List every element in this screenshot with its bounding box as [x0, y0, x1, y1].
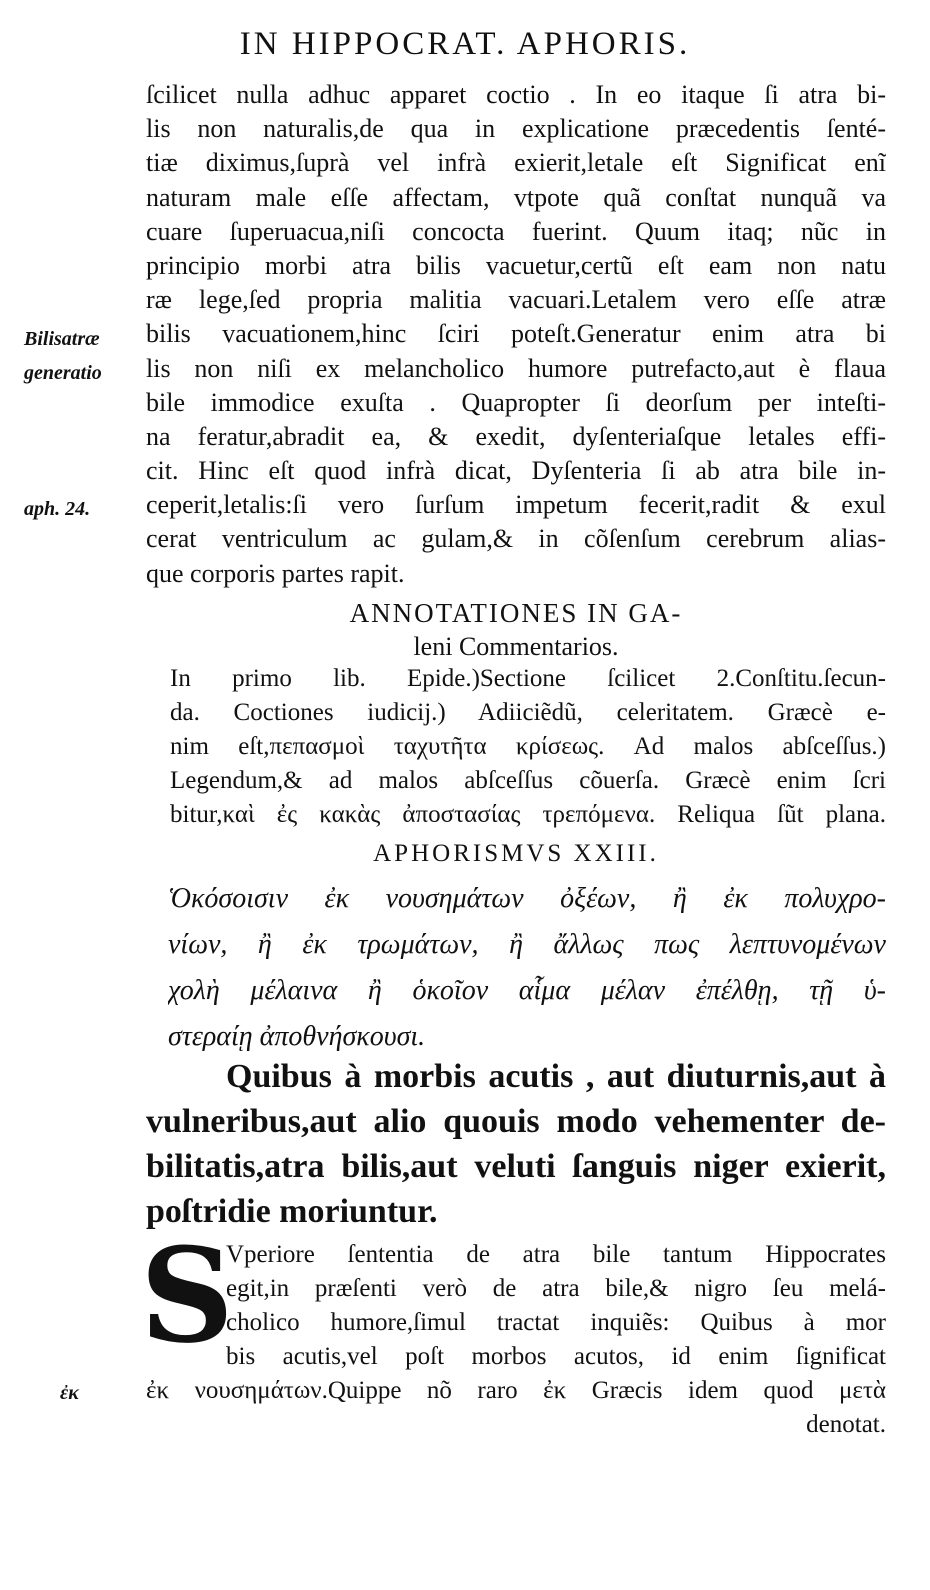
text-line: nim eſt,πεπασμοὶ ταχυτῆτα κρίσεως. Ad malos abſceſſus.) — [170, 733, 886, 760]
commentary-text — [146, 1238, 886, 1442]
greek-line: Ὁκόσοισιν ἐκ νουσημάτων ὀξέων, ἢ ἐκ πολυχρο- — [168, 883, 886, 914]
text-line: cholico humore,ſimul tractat inquiẽs: Quibus à mor — [226, 1309, 886, 1336]
text-line: lis non niſi ex melancholico humore putrefacto,aut è flaua — [146, 353, 886, 383]
text-line: naturam male eſſe affectam, vtpote quã conſtat nunquã va — [146, 182, 886, 212]
margin-note-ek: ἐκ — [60, 1382, 79, 1404]
latin-line: poſtridie moriuntur. — [146, 1193, 438, 1230]
margin-note-aph: aph. 24. — [24, 498, 91, 520]
text-line: principio morbi atra bilis vacuetur,certũ eſt eam non natu — [146, 250, 886, 280]
text-line: cit. Hinc eſt quod infrà dicat, Dyſenteria ſi ab atra bile in- — [146, 456, 886, 486]
text-line: que corporis partes rapit. — [146, 558, 405, 588]
text-line: bis acutis,vel poſt morbos acutos, id enim ſignificat — [226, 1343, 886, 1370]
margin-note-line: generatio — [24, 362, 102, 384]
greek-line: χολὴ μέλαινα ἢ ὁκοῖον αἷμα μέλαν ἐπέλθῃ, τῇ ὑ- — [168, 975, 886, 1006]
margin-note-line: Bilisatræ — [24, 328, 100, 350]
text-line: ſcilicet nulla adhuc apparet coctio . In eo itaque ſi atra bi- — [146, 80, 886, 109]
text-line: bile immodice exuſta . Quapropter ſi deorſum per inteſti- — [146, 387, 886, 417]
text-line: ceperit,letalis:ſi vero ſurſum impetum fecerit,radit & exul — [146, 490, 886, 520]
text-line: da. Coctiones iudicij.) Adiiciẽdũ, celeritatem. Græcè e- — [170, 699, 886, 726]
text-line: egit,in præſenti verò de atra bile,& nigro ſeu melá- — [226, 1275, 886, 1302]
aphorism-greek — [168, 876, 886, 1060]
text-line: ræ lege,ſed propria malitia vacuari.Letalem vero eſſe atræ — [146, 285, 886, 315]
text-line: lis non naturalis,de qua in explicatione præcedentis ſenté- — [146, 114, 886, 144]
text-line: Vperiore ſententia de atra bile tantum Hippocrates — [226, 1241, 886, 1268]
running-header: IN HIPPOCRAT. APHORIS. — [239, 26, 691, 62]
text-line: ἐκ νουσημάτων.Quippe nõ raro ἐκ Græcis idem quod μετὰ — [146, 1377, 886, 1404]
annotations-heading — [146, 596, 886, 664]
latin-line: vulneribus,aut alio quouis modo vehementer de- — [146, 1103, 886, 1140]
drop-cap: S — [140, 1219, 234, 1372]
text-line: bilis vacuationem,hinc ſciri poteſt.Generatur enim atra bi — [146, 319, 886, 349]
text-line: Legendum,& ad malos abſceſſus cõuerſa. Græcè enim ſcri — [170, 767, 886, 794]
text-line: bitur,καὶ ἐς κακὰς ἀποστασίας τρεπόμενα. Reliqua ſũt plana. — [170, 801, 886, 828]
text-line: tiæ diximus,ſuprà vel infrà exierit,letale eſt Significat enĩ — [146, 148, 886, 178]
latin-line: Quibus à morbis acutis , aut diuturnis,aut à — [226, 1058, 886, 1095]
annotations-body — [170, 662, 886, 832]
latin-line: bilitatis,atra bilis,aut veluti ſanguis niger exierit, — [146, 1148, 886, 1185]
text-line: na feratur,abradit ea, & exedit, dyſenteriaſque letales effi- — [146, 421, 886, 451]
text-line: cerat ventriculum ac gulam,& in cõſenſum cerebrum alias- — [146, 524, 886, 554]
commentary-body — [146, 78, 886, 591]
aphorism-title: APHORISMVS XXIII. — [373, 840, 659, 867]
margin-note-bile — [24, 322, 102, 390]
aphorism-latin — [146, 1054, 886, 1234]
heading-line: ANNOTATIONES IN GA- — [349, 598, 683, 628]
heading-line: leni Commentarios. — [413, 632, 619, 661]
greek-line: στεραίῃ ἀποθνήσκουσι. — [168, 1021, 426, 1052]
text-line: In primo lib. Epide.)Sectione ſcilicet 2.Conſtitu.ſecun- — [170, 665, 886, 692]
text-line: cuare ſuperuacua,niſi concocta fuerint. Quum itaq; nũc in — [146, 216, 886, 246]
greek-line: νίων, ἢ ἐκ τρωμάτων, ἢ ἄλλως πως λεπτυνομένων — [168, 929, 886, 960]
text-line: denotat. — [806, 1411, 886, 1438]
